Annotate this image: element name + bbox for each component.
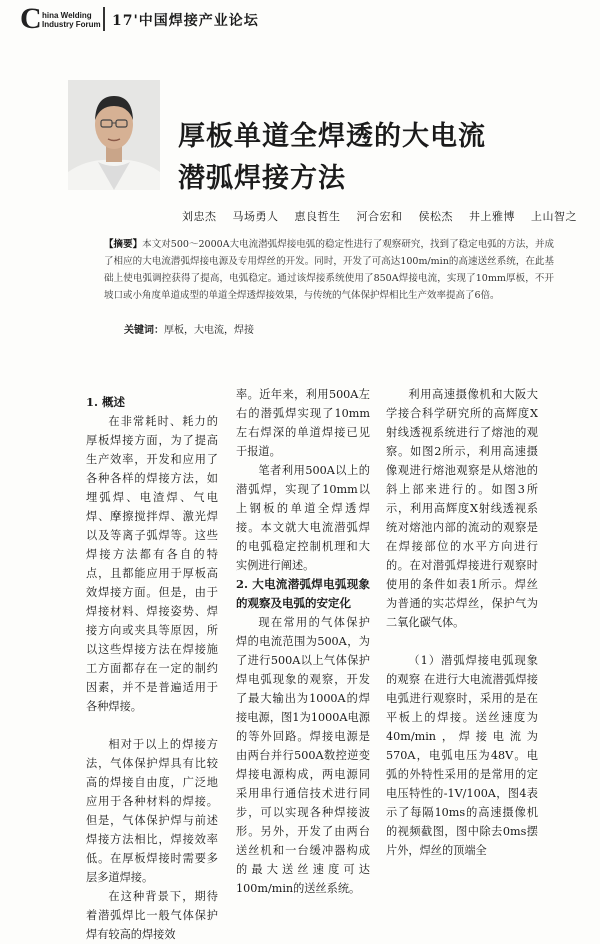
- logo-line1: hina Welding: [42, 11, 92, 20]
- logo-letter: C: [20, 2, 42, 35]
- author: 侯松杰: [418, 210, 453, 223]
- paragraph: 在非常耗时、耗力的厚板焊接方面，为了提高生产效率，开发和应用了各种各样的焊接方法，如埋弧焊、电渣焊、气电焊、摩擦搅拌焊、激光焊以及等离子弧焊等。这些焊接方法都有各自的特点，且都能应用于厚板高效焊接方面。但是，由于焊接材料、焊接姿势、焊接方向或夹具等原因，所以这些焊接方法在焊接施工方面都存在一定的制约因素，并不是普遍适用于各种焊接。: [86, 415, 218, 713]
- paragraph: （1）潜弧焊接电弧现象的观察 在进行大电流潜弧焊接电弧进行观察时，采用的是在平板上的焊接。送丝速度为40m/min，焊接电流为570A，电弧电压为48V。电弧的外特性采用的是常用的定电压特性的-1V/100A，图4表示了每隔10ms的高速摄像机的视频截图，图中除去0ms摆片外，焊丝的顶端全: [386, 654, 538, 857]
- author: 上山智之: [531, 210, 577, 223]
- abstract-label: 【摘要】: [104, 239, 143, 250]
- author: 刘忠杰: [182, 210, 217, 223]
- section-heading-overview: 1. 概述: [86, 395, 126, 409]
- forum-logo: [20, 2, 110, 35]
- section-heading-arc-observation: 2. 大电流潜弧焊电弧现象的观察及电弧的安定化: [236, 577, 370, 610]
- body-column-3: [386, 385, 538, 860]
- author-photo: [68, 80, 160, 190]
- paragraph: 现在常用的气体保护焊的电流范围为500A，为了进行500A以上气体保护焊电弧现象的观察，开发了最大输出为1000A的焊接电源，图1为1000A电源的等外回路。焊接电源是由两台并行500A数控逆变焊接电源构成，两电源同采用串行通信技术进行同步，可以实现各种焊接波形。另外，开发了由两台送丝机和一台缓冲器构成的最大送丝速度可达100m/min的送丝系统。: [236, 616, 370, 895]
- abstract-text: 本文对500～2000A大电流潜弧焊接电弧的稳定性进行了观察研究，找到了稳定电弧的方法，并成了相应的大电流潜弧焊接电源及专用焊丝的开发。同时，开发了可高达100m/min的高速送丝系统，在此基础上使电弧调控获得了提高，电弧稳定。通过该焊接系统使用了850A焊接电流，实现了10mm厚板，不开坡口或小角度单道成型的单道全焊透焊接效果，与传统的气体保护焊相比生产效率提高了6倍。: [104, 239, 554, 301]
- journal-title: 17'中国焊接产业论坛: [112, 13, 259, 29]
- author: 恵良哲生: [294, 210, 341, 223]
- author: 河合宏和: [356, 210, 403, 223]
- title-line-1: 厚板单道全焊透的大电流: [178, 121, 486, 152]
- paragraph: 笔者利用500A以上的潜弧焊，实现了10mm以上钢板的单道全焊透焊接。本文就大电流潜弧焊的电弧稳定控制机理和大实例进行阐述。: [236, 464, 370, 572]
- title-line-2: 潜弧焊接方法: [178, 163, 346, 194]
- body-column-1: [86, 393, 218, 944]
- author-list: [182, 208, 577, 224]
- author: 井上雅博: [469, 210, 515, 223]
- article-title: [178, 116, 486, 200]
- paragraph: 在这种背景下，期待着潜弧焊比一般气体保护焊有较高的焊接效: [86, 890, 218, 941]
- logo-line2: Industry Forum: [42, 20, 101, 29]
- keywords-label: 关键词：: [124, 325, 164, 336]
- abstract: [104, 236, 554, 304]
- keywords-text: 厚板，大电流，焊接: [164, 325, 254, 336]
- paragraph: 相对于以上的焊接方法，气体保护焊具有比较高的焊接自由度，广泛地应用于各种材料的焊接。但是，气体保护焊与前述焊接方法相比，焊接效率低。在厚板焊接时需要多层多道焊接。: [86, 738, 218, 884]
- header-divider: [103, 7, 105, 31]
- author: 马场勇人: [232, 210, 279, 223]
- paragraph: 率。近年来，利用500A左右的潜弧焊实现了10mm左右焊深的单道焊接已见于报道。: [236, 388, 370, 458]
- paragraph: 利用高速摄像机和大阪大学接合科学研究所的高辉度X射线透视系统进行了熔池的观察。如图2所示，利用高速摄像观进行熔池观察是从熔池的斜上部来进行的。如图3所示，利用高辉度X射线透视系统对熔池内部的流动的观察是在焊接部位的水平方向进行的。在对潜弧焊接进行观察时使用的条件如表1所示。焊丝为普通的实芯焊丝，保护气为二氧化碳气体。: [386, 388, 538, 629]
- keywords: [124, 321, 254, 336]
- body-column-2: [236, 385, 370, 898]
